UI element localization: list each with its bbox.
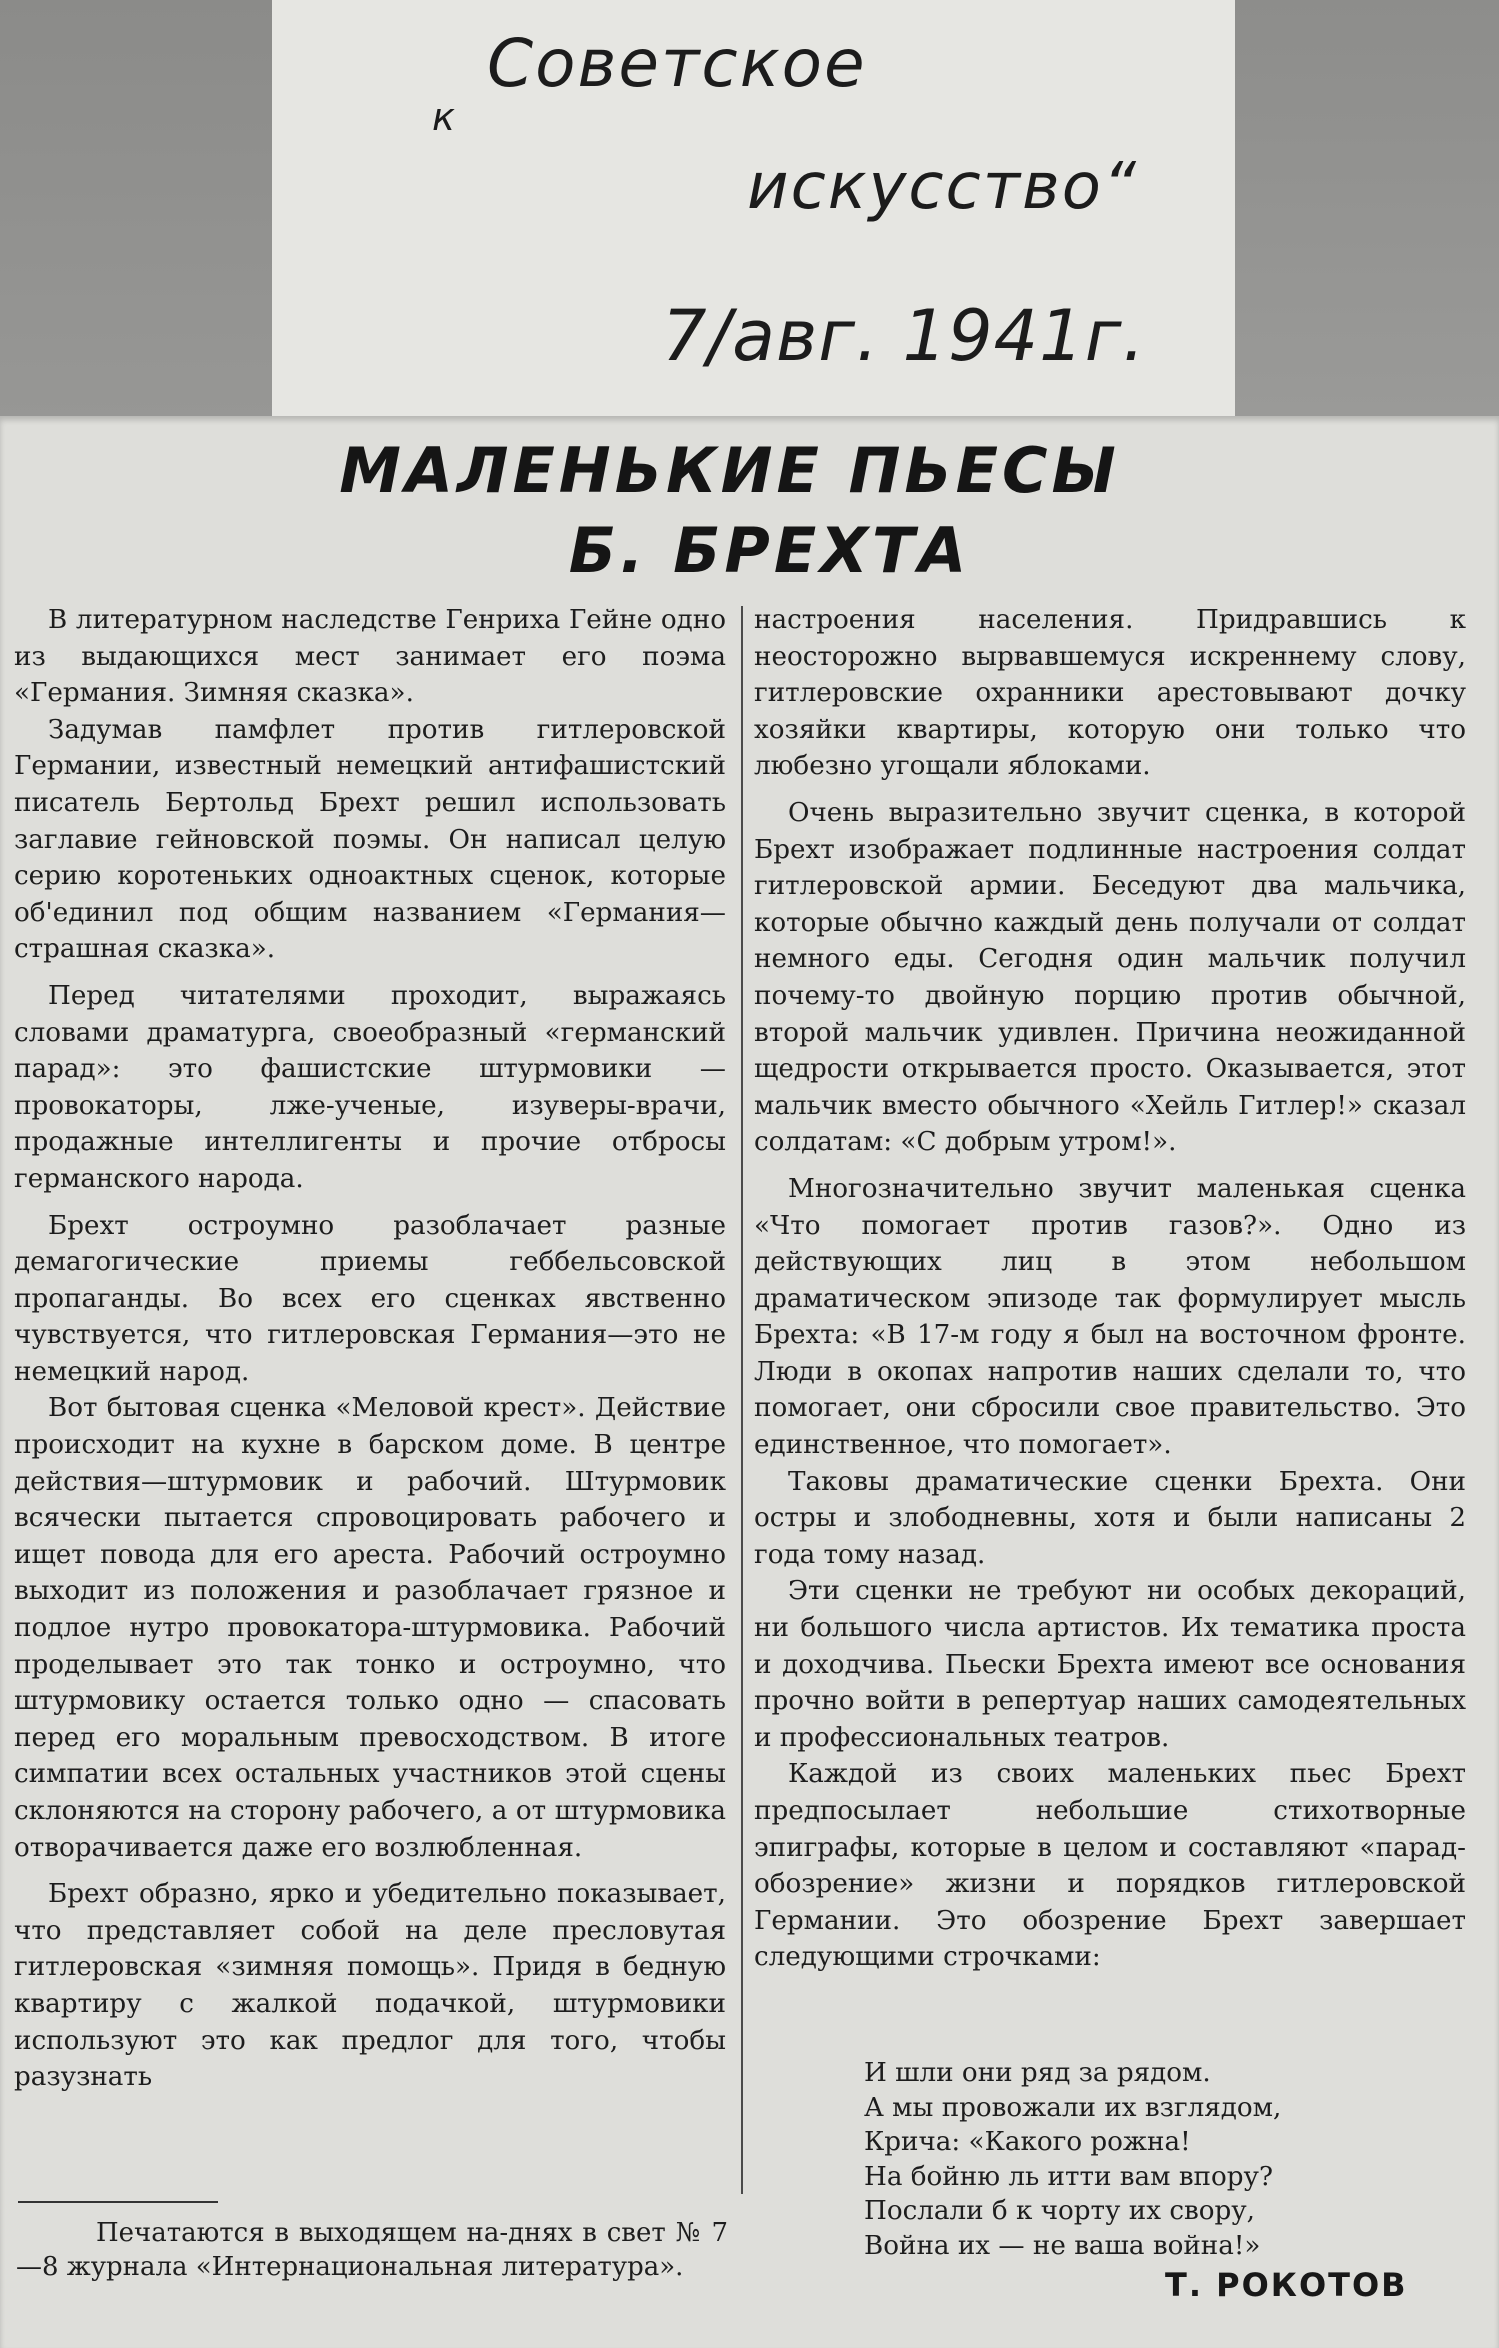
paragraph: Эти сценки не требуют ни особых декораций, ни большого числа артистов. Их тематика проста и доходчива. Пьески Брехта имеют все основания прочно войти в репертуар наших самодеятельных и профессиональных театров. bbox=[754, 1576, 1466, 1753]
paragraph: Перед читателями проходит, выражаясь словами драматурга, своеобразный «германский парад»: это фашистские штурмовики — провокаторы, лже-ученые, изуверы-врачи, продажные интеллигенты и прочие отбросы германского народа. bbox=[14, 980, 726, 1194]
paragraph: Каждой из своих маленьких пьес Брехт предпосылает небольшие стихотворные эпиграфы, которые в целом и составляют «парад-обозрение» жизни и порядков гитлеровской Германии. Это обозрение Брехт завершает следующими строчками: bbox=[754, 1759, 1466, 1973]
footnote-rule bbox=[18, 2201, 218, 2203]
paragraph: Очень выразительно звучит сценка, в которой Брехт изображает подлинные настроения солдат гитлеровской армии. Беседуют два мальчика, которые обычно каждый день получали от солдат немного еды. Сегодня один мальчик получил почему-то двойную порцию против обычной, второй мальчик удивлен. Причина неожиданной щедрости открывается просто. Оказывается, этот мальчик вместо обычного «Хейль Гитлер!» сказал солдатам: «С добрым утром!». bbox=[754, 797, 1466, 1158]
article-title-line2: Б. БРЕХТА bbox=[568, 514, 971, 587]
paragraph: Брехт остроумно разоблачает разные демагогические приемы геббельсовской пропаганды. Во всех его сценках явственно чувствуется, что гитлеровская Германия—это не немецкий народ. bbox=[14, 1210, 726, 1387]
paragraph: Таковы драматические сценки Брехта. Они остры и злободневны, хотя и были написаны 2 года тому назад. bbox=[754, 1466, 1466, 1570]
paragraph: Многозначительно звучит маленькая сценка «Что помогает против газов?». Одно из действующих лиц в этом небольшом драматическом эпизоде так формулирует мысль Брехта: «В 17-м году я был на восточном фронте. Люди в окопах напротив наших сделали то, что помогает, они сбросили свое правительство. Это единственное, что помогает». bbox=[754, 1173, 1466, 1461]
article-title-line1: МАЛЕНЬКИЕ ПЬЕСЫ bbox=[339, 434, 1120, 507]
column-divider bbox=[741, 606, 743, 2194]
paragraph: В литературном наследстве Генриха Гейне одно из выдающихся мест занимает его поэма «Германия. Зимняя сказка». bbox=[14, 605, 726, 709]
poem-line: Крича: «Какого рожна! bbox=[864, 2127, 1191, 2157]
paragraph: настроения населения. Придравшись к неосторожно вырвавшемуся искреннему слову, гитлеровские охранники арестовывают дочку хозяйки квартиры, которую они только что любезно угощали яблоками. bbox=[754, 605, 1466, 782]
newspaper-clipping bbox=[0, 416, 1499, 2348]
note-date: 7/авг. 1941г. bbox=[662, 295, 1146, 377]
poem bbox=[864, 2056, 1281, 2263]
background-right bbox=[1235, 0, 1499, 420]
poem-line: Послали б к чорту их свору, bbox=[864, 2196, 1255, 2226]
note-newspaper-name: Советское bbox=[487, 25, 867, 102]
paragraph: Вот бытовая сценка «Меловой крест». Действие происходит на кухне в барском доме. В центре действия—штурмовик и рабочий. Штурмовик всячески пытается спровоцировать рабочего и ищет повода для его ареста. Рабочий остроумно выходит из положения и разоблачает грязное и подлое нутро провокатора-штурмовика. Рабочий проделывает это так тонко и остроумно, что штурмовику остается только одно — спасовать перед его моральным превосходством. В итоге симпатии всех остальных участников этой сцены склоняются на сторону рабочего, а от штурмовика отворачивается даже его возлюбленная. bbox=[14, 1393, 726, 1863]
background-left bbox=[0, 0, 272, 420]
handwritten-note bbox=[272, 0, 1235, 420]
note-newspaper-name-2: искусство“ bbox=[747, 150, 1138, 224]
article-column-left bbox=[14, 602, 726, 2096]
poem-line: А мы провожали их взглядом, bbox=[864, 2092, 1282, 2123]
poem-line: И шли они ряд за рядом. bbox=[864, 2058, 1211, 2088]
author-signature: Т. РОКОТОВ bbox=[1165, 2266, 1408, 2304]
note-prefix: к bbox=[432, 95, 455, 139]
poem-line: На бойню ль итти вам впору? bbox=[864, 2161, 1273, 2192]
poem-line: Война их — не ваша война!» bbox=[864, 2230, 1261, 2261]
footnote: Печатаются в выходящем на-днях в свет № 7—8 журнала «Интернациональная литература». bbox=[16, 2218, 728, 2282]
article-column-right bbox=[754, 602, 1466, 1976]
paragraph: Задумав памфлет против гитлеровской Германии, известный немецкий антифашистский писатель Бертольд Брехт решил использовать заглавие гейновской поэмы. Он написал целую серию коротеньких одноактных сценок, которые об'единил под общим названием «Германия—страшная сказка». bbox=[14, 714, 726, 965]
paragraph: Брехт образно, ярко и убедительно показывает, что представляет собой на деле пресловутая гитлеровская «зимняя помощь». Придя в бедную квартиру с жалкой подачкой, штурмовики используют это как предлог для того, чтобы разузнать bbox=[14, 1879, 726, 2093]
